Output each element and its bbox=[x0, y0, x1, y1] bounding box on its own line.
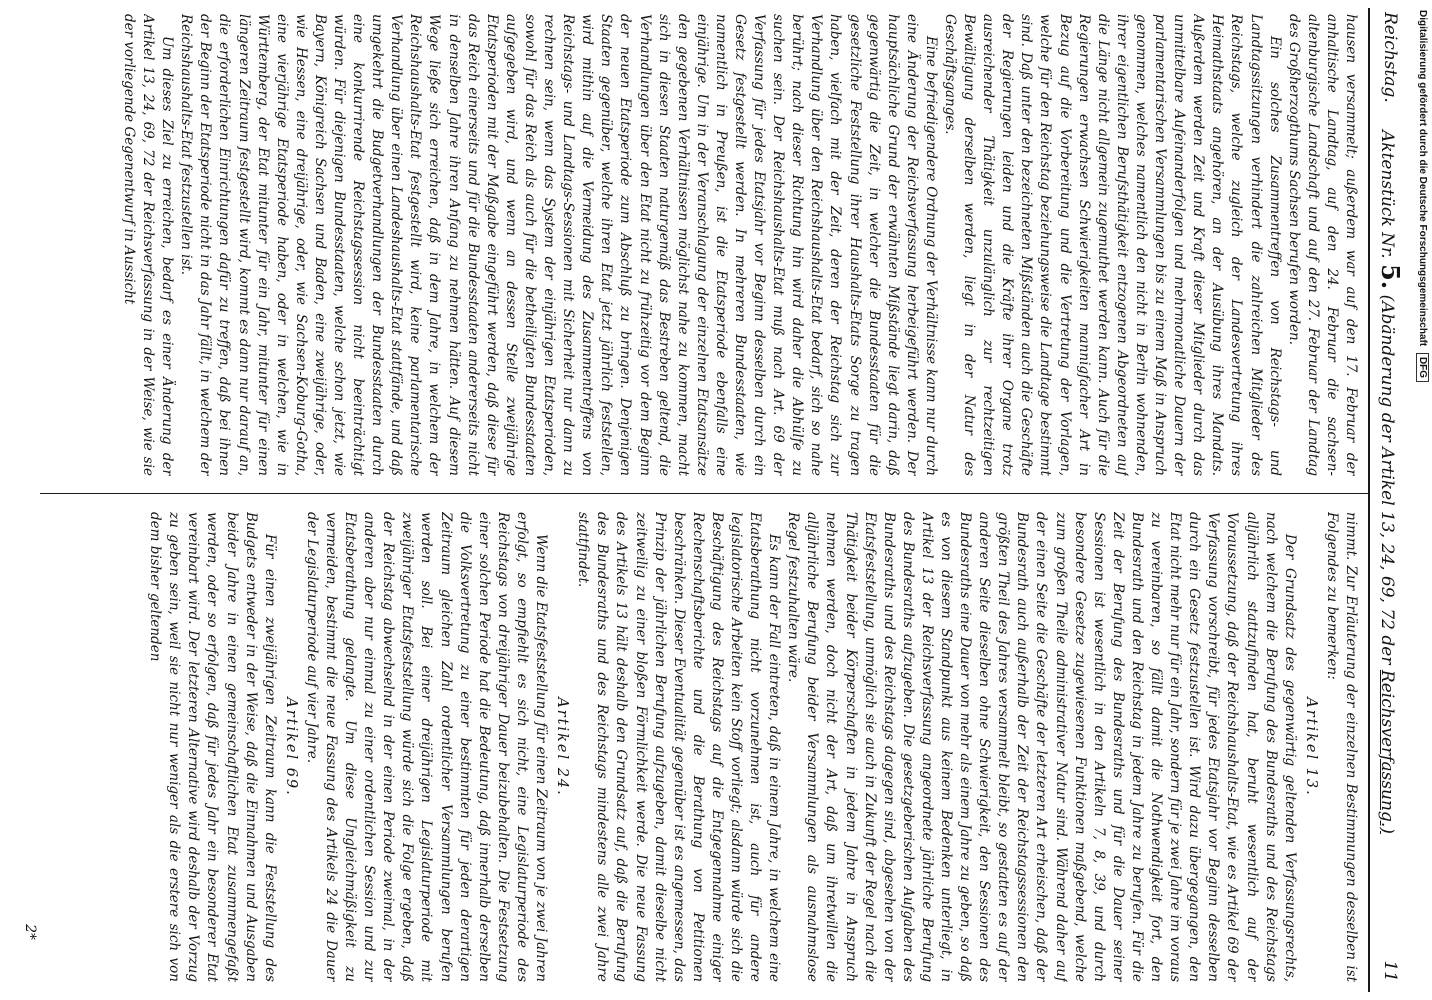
dfg-logo: DFG bbox=[1416, 353, 1429, 382]
article-heading: Artikel 13. bbox=[1302, 697, 1319, 797]
column-divider bbox=[40, 493, 1370, 494]
running-head-left: Reichstag. bbox=[1380, 12, 1400, 103]
paragraph: Ein solches Zusammentreffen von Reichstags- und Landtagssitzungen verhindert die zahlreichen Mitglieder des Reichstags, welche zugleich der Landesvertretung ihres Heimathstaats angehören, an der Ausübung ihres Mandats. Außerdem werden Zeit und Kraft dieser Mitglieder durch das unmittelbare Aufeinanderfolgen und mehrmonatliche Dauern der parlamentarischen Versammlungen bis zu einem Maß in Anspruch genommen, welches namentlich den nicht in Berlin wohnenden, ihrer eigentlichen Berufsthätigkeit entzogenen Abgeordneten auf die Länge nicht allgemein zugemuthet werden kann. Auch für die Regierungen erwachsen Schwierigkeiten mannigfacher Art in Bezug auf die Vorbereitung und die Vertretung der Vorlagen, welche für den Reichstag beziehungsweise die Landtage bestimmt sind. Daß unter den bezeichneten Mißständen auch die Geschäfte der Regierungen leiden und die Kräfte ihrer Organe trotz ausreichender Thätigkeit unzulänglich zur rechtzeitigen Bewältigung derselben werden, liegt in der Natur des Geschäftsganges. bbox=[942, 14, 1283, 476]
article-heading: Artikel 24. bbox=[554, 697, 571, 797]
paragraph: Eine befriedigendere Ordnung der Verhältnisse kann nur durch eine Änderung der Reichsverfassung herbeigeführt werden. Der hauptsächliche Grund der erwähnten Mißstände liegt darin, daß gegenwärtig die Zeit, in welcher die Bundesstaaten für die gesetzliche Feststellung ihrer Haushalts-Etats Sorge zu tragen haben, vielfach mit der Zeit, deren der Reichstag sich zur Verhandlung über den Reichshaushalts-Etat bedarf, sich so nahe berührt; nach dieser Richtung hin wird daher die Abhülfe zu suchen sein. Der Reichshaushalts-Etat muß nach Art. 69 der Verfassung für jedes Etatsjahr vor Beginn desselben durch ein Gesetz festgestellt werden. In mehreren Bundesstaaten, wie namentlich in Preußen, ist die Etatsperiode ebenfalls eine einjährige. Um in der Veranschlagung der einzelnen Etatsansätze den gegebenen Verhältnissen möglichst nahe zu kommen, macht sich in diesen Staaten naturgemäß das Bestreben geltend, die Verhandlungen über den Etat nicht zu frühzeitig vor dem Beginn der neuen Etatsperiode zum Abschluß zu bringen. Denjenigen Staaten gegenüber, welche ihren Etat jetzt jährlich feststellen, wird mithin auf die Vermeidung des Zusammentreffens von Reichstags- und Landtags-Sessionen mit Sicherheit nur dann zu rechnen sein, wenn das System der einjährigen Etatsperioden, sowohl für das Reich als auch für die betheiligten Bundesstaaten aufgegeben wird, und wenn an dessen Stelle zweijährige Etatsperioden mit der Maßgabe eingeführt werden, daß diese für das Reich einerseits und für die Bundesstaaten andererseits nicht in denselben Jahre ihren Anfang zu nehmen hätten. Auf diesem Wege ließe sich erreichen, daß in dem Jahre, in welchem der Reichshaushalts-Etat festgestellt wird, keine parlamentarische Verhandlung über einen Landeshaushalts-Etat stattfände, und daß umgekehrt die Budgetverhandlungen der Bundesstaaten durch eine konkurrirende Reichstagssession nicht beeinträchtigt würden. Für diejenigen Bundesstaaten, welche schon jetzt, wie Bayern, Königreich Sachsen und Baden, eine zweijährige, oder, wie Hessen, eine dreijährige, oder, wie Sachsen-Koburg-Gotha, eine vierjährige Etatsperiode haben, oder in welchen, wie in Württemberg, der Etat mitunter für ein Jahr, mitunter für einen längeren Zeitraum festgestellt wird, kommt es dann nur darauf an, die erforderlichen Einrichtungen dafür zu treffen, daß bei ihnen der Beginn der Etatsperiode nicht in das Jahr fällt, in welchem der Reichshaushalts-Etat festzustellen ist. bbox=[178, 14, 939, 476]
left-column bbox=[38, 14, 1360, 476]
doc-right-underlined: Reichsverfassung.) bbox=[1377, 669, 1397, 834]
article-heading: Artikel 69. bbox=[282, 697, 299, 797]
doc-right-text: Artikel 13, 24, 69, 72 der bbox=[1377, 447, 1397, 665]
doc-suffix: (Abänderung der bbox=[1377, 294, 1397, 442]
dfg-credit-text: Digitalisierung gefördert durch die Deutsche Forschungsgemeinschaft bbox=[1417, 10, 1428, 347]
paragraph: Wenn die Etatsfeststellung für einen Zeitraum von je zwei Jahren erfolgt, so empfiehlt es sich nicht, eine Legislaturperiode des Reichstags von dreijähriger Dauer beizubehalten. Die Festsetzung einer solchen Periode hat die Bedeutung, daß innerhalb derselben die Volksvertretung zu einer bestimmten für jeden derartigen Zeitraum gleichen Zahl ordentlicher Versammlungen berufen werden soll. Bei einer dreijährigen Legislaturperiode mit zweijähriger Etatsfeststellung würde sich die Folge ergeben, daß der Reichstag abwechselnd in der einen Periode zweimal, in der anderen aber nur einmal zu einer ordentlichen Session und zur Etatsberathung gelangte. Um diese Ungleichmäßigkeit zu vermeiden, bestimmt die neue Fassung des Artikels 24 die Dauer der Legislaturperiode auf vier Jahre. bbox=[303, 512, 550, 982]
doc-prefix: Aktenstück Nr. bbox=[1377, 130, 1397, 259]
page-number: 11 bbox=[1380, 960, 1400, 982]
signature-mark: 2* bbox=[22, 924, 38, 940]
paragraph: nimmt. Zur Erläuterung der einzelnen Bestimmungen desselben ist Folgendes zu bemerken: bbox=[1323, 512, 1359, 982]
paragraph: hausen versammelt; außerdem war auf den 17. Februar der anhaltische Landtag, auf den 24. Februar die sachsen-altenburgische Landschaft und auf den 27. Februar der Landtag des Großherzogthums Sachsen berufen worden. bbox=[1285, 14, 1359, 476]
paragraph: Für einen zweijährigen Zeitraum kann die Feststellung des Budgets entweder in der Weise, daß die Einnahmen und Ausgaben beider Jahre in einen gemeinschaftlichen Etat zusammengefaßt werden, oder so erfolgen, daß für jedes Jahr ein besonderer Etat vereinbart wird. Der letzteren Alternative wird deshalb der Vorzug zu geben sein, weil sie nicht nur weniger als die erstere sich von dem bisher geltenden bbox=[147, 512, 278, 982]
dfg-credit-strip bbox=[1410, 0, 1432, 1000]
paragraph: Der Grundsatz des gegenwärtig geltenden Verfassungsrechts, nach welchem die Berufung des Bundesraths und des Reichstags alljährlich stattzufinden hat, beruht wesentlich auf der Voraussetzung, daß der Reichshaushalts-Etat, wie es Artikel 69 der Verfassung vorschreibt, für jedes Etatsjahr vor Beginn desselben durch ein Gesetz festzustellen ist. Wird dazu übergegangen, den Etat nicht mehr nur für ein Jahr, sondern für je zwei Jahre im voraus zu vereinbaren, so fällt damit die Nothwendigkeit fort, den Bundesrath und den Reichstag in jedem Jahre zu berufen. Für die Zeit der Berufung des Bundesraths und für die Dauer seiner Sessionen ist wesentlich in den Artikeln 7, 8, 39, und durch besondere Gesetze zugewiesenen Funktionen maßgebend, welche zum großen Theile administrativer Natur sind. Während daher auf der einen Seite die Geschäfte der letzteren Art erheischen, daß der Bundesrath auch außerhalb der Zeit der Reichstagssessionen den größten Theil des Jahres versammelt bleibt, so gestatten es auf der anderen Seite dieselben ohne Schwierigkeit, den Sessionen des Bundesraths eine Dauer von mehr als einem Jahre zu geben, so daß es von diesem Standpunkt aus keinem Bedenken unterliegt, in Artikel 13 der Reichsverfassung angeordnete jährliche Berufung des Bundesraths aufzugeben. Die gesetzgeberischen Aufgaben des Bundesraths und des Reichstags dagegen sind, abgesehen von der Etatsfeststellung, unmöglich sie auch in Zukunft der Regel nach die Thätigkeit beider Körperschaften in jedem Jahre in Anspruch nehmen werden, doch nicht der Art, daß um ihretwillen die alljährliche Berufung beider Versammlungen als ausnahmslose Regel festzuhalten wäre. bbox=[785, 512, 1298, 982]
document-number-heading bbox=[1372, 130, 1408, 834]
paragraph: Um dieses Ziel zu erreichen, bedarf es einer Änderung der Artikel 13, 24, 69, 72 der Reichsverfassung in der Weise, wie sie der vorliegende Gegenentwurf in Aussicht bbox=[121, 14, 176, 476]
header-rule bbox=[1368, 8, 1370, 992]
right-column bbox=[38, 512, 1360, 982]
paragraph: Es kann der Fall eintreten, daß in einem Jahre, in welchem eine Etatsberathung nicht vorzunehmen ist, auch für andere legislatorische Arbeiten kein Stoff vorliegt; alsdann würde sich die Beschäftigung des Reichstags auf die Entgegennahme einiger Rechenschaftsberichte und die Berathung von Petitionen beschränken. Dieser Eventualität gegenüber ist es angemessen, das Prinzip der jährlichen Berufung aufzugeben, damit dieselbe nicht zeitweilig zu einer bloßen Förmlichkeit werde. Die neue Fassung des Artikels 13 hält deshalb den Grundsatz auf, daß die Berufung des Bundesraths und des Reichstags mindestens alle zwei Jahre stattfindet. bbox=[575, 512, 783, 982]
doc-number: 5. bbox=[1376, 264, 1405, 290]
